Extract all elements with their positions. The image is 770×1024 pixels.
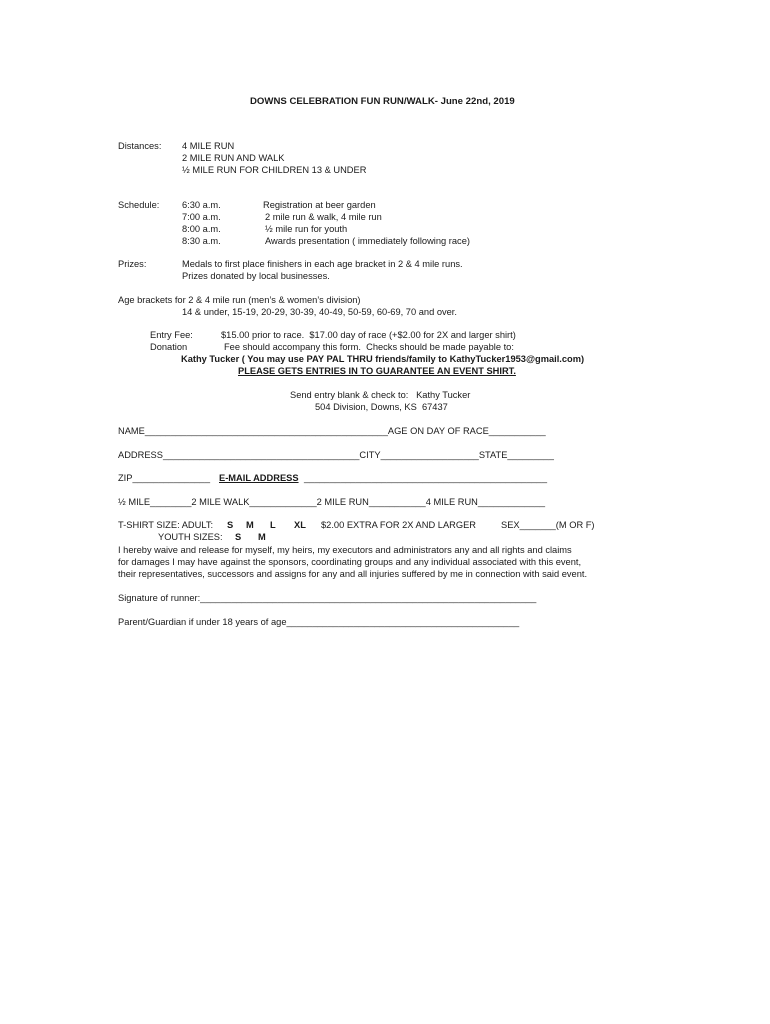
schedule-label: Schedule: [118, 200, 160, 210]
email-field[interactable]: _______________________________________________ [304, 473, 548, 483]
name-age-field[interactable]: NAME_______________________________________________AGE ON DAY OF RACE___________ [118, 426, 546, 436]
adult-size-xl[interactable]: XL [294, 520, 306, 530]
schedule-event: Awards presentation ( immediately following race) [265, 236, 470, 246]
send-address-line: 504 Division, Downs, KS 67437 [315, 402, 448, 412]
email-address-label: E-MAIL ADDRESS [219, 473, 299, 483]
youth-sizes-label: YOUTH SIZES: [158, 532, 223, 542]
zip-field[interactable]: ZIP_______________ [118, 473, 211, 483]
schedule-event: Registration at beer garden [263, 200, 376, 210]
tshirt-extra-note: $2.00 EXTRA FOR 2X AND LARGER [321, 520, 477, 530]
tshirt-size-label: T-SHIRT SIZE: ADULT: [118, 520, 214, 530]
schedule-time: 8:30 a.m. [182, 236, 221, 246]
adult-size-s[interactable]: S [227, 520, 234, 530]
schedule-event: 2 mile run & walk, 4 mile run [265, 212, 382, 222]
prizes-label: Prizes: [118, 259, 147, 269]
schedule-event: ½ mile run for youth [265, 224, 348, 234]
prizes-line: Medals to first place finishers in each age bracket in 2 & 4 mile runs. [182, 259, 463, 269]
schedule-time: 6:30 a.m. [182, 200, 221, 210]
distance-item: 2 MILE RUN AND WALK [182, 153, 285, 163]
shirt-notice: PLEASE GETS ENTRIES IN TO GUARANTEE AN EVENT SHIRT. [238, 366, 516, 376]
adult-size-m[interactable]: M [246, 520, 254, 530]
prizes-line: Prizes donated by local businesses. [182, 271, 330, 281]
guardian-signature-field[interactable]: Parent/Guardian if under 18 years of age_____________________________________________ [118, 617, 520, 627]
waiver-text: for damages I may have against the sponsors, coordinating groups and any individual associated with this event, [118, 557, 582, 567]
age-brackets-list: 14 & under, 15-19, 20-29, 30-39, 40-49, 50-59, 60-69, 70 and over. [182, 307, 457, 317]
donation-text: Fee should accompany this form. Checks should be made payable to: [224, 342, 514, 352]
age-brackets-heading: Age brackets for 2 & 4 mile run (men’s & women’s division) [118, 295, 361, 305]
runner-signature-field[interactable]: Signature of runner:_________________________________________________________________ [118, 593, 537, 603]
payable-to-line: Kathy Tucker ( You may use PAY PAL THRU friends/family to KathyTucker1953@gmail.com) [181, 354, 585, 364]
address-city-state-field[interactable]: ADDRESS______________________________________CITY___________________STATE_________ [118, 450, 554, 460]
distances-label: Distances: [118, 141, 162, 151]
adult-size-l[interactable]: L [270, 520, 276, 530]
distance-item: ½ MILE RUN FOR CHILDREN 13 & UNDER [182, 165, 367, 175]
youth-size-m[interactable]: M [258, 532, 266, 542]
waiver-text: I hereby waive and release for myself, my heirs, my executors and administrators any and all rights and claims [118, 545, 572, 555]
waiver-text: their representatives, successors and assigns for any and all injuries suffered by me in connection with said event. [118, 569, 588, 579]
entry-fee-text: $15.00 prior to race. $17.00 day of race (+$2.00 for 2X and larger shirt) [221, 330, 516, 340]
schedule-time: 7:00 a.m. [182, 212, 221, 222]
youth-size-s[interactable]: S [235, 532, 242, 542]
donation-label: Donation [150, 342, 188, 352]
sex-field[interactable]: SEX_______(M OR F) [501, 520, 595, 530]
distance-selection-field[interactable]: ½ MILE________2 MILE WALK_____________2 MILE RUN___________4 MILE RUN_____________ [118, 497, 546, 507]
document-title: DOWNS CELEBRATION FUN RUN/WALK- June 22nd, 2019 [250, 96, 515, 107]
distance-item: 4 MILE RUN [182, 141, 235, 151]
entry-fee-label: Entry Fee: [150, 330, 193, 340]
send-to-line: Send entry blank & check to: Kathy Tucker [290, 390, 471, 400]
schedule-time: 8:00 a.m. [182, 224, 221, 234]
